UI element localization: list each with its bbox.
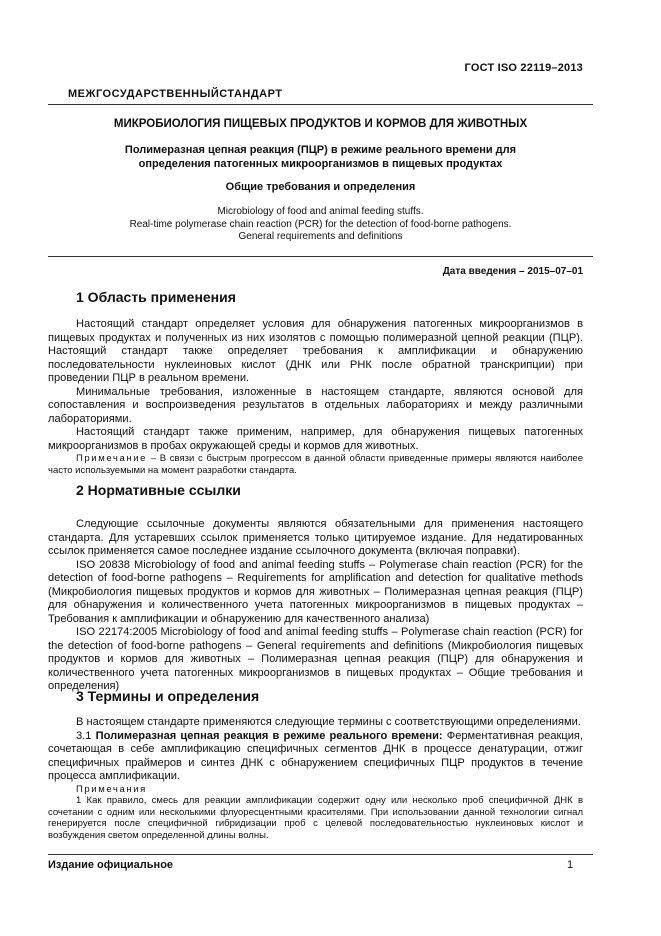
document-subtitle (48, 143, 593, 171)
title-divider (48, 256, 593, 257)
document-subtitle-part: Общие требования и определения (225, 181, 416, 193)
section-2-heading: 2 Нормативные ссылки (76, 482, 241, 498)
header-divider (48, 104, 593, 105)
section-3-body (48, 716, 583, 841)
introduction-date: Дата введения – 2015–07–01 (442, 266, 583, 277)
section-3-heading: 3 Термины и определения (76, 688, 260, 704)
english-title-line-1: Microbiology of food and animal feeding stuffs. (217, 206, 424, 217)
term-name: Полимеразная цепная реакция в режиме реального времени: (95, 729, 443, 742)
subtitle-line-2: определения патогенных микроорганизмов в пищевых продуктах (138, 158, 503, 170)
note-text: – В связи с быстрым прогрессом в данной области приведенные примеры являются наиболее часто используемыми на момент разработки стандарта. (48, 453, 583, 476)
page-number: 1 (567, 859, 574, 871)
notes-label: Примечания (76, 783, 147, 795)
section-1-note (48, 453, 583, 476)
reference-iso-20838: ISO 20838 Microbiology of food and animal feeding stuffs – Polymerase chain reaction (PCR) for the detection of food-borne pathogens – Requirements for amplification and detection for qualitative methods (Микробиология пищевых продуктов и кормов для животных – Полимеразная цепная реакция (ПЦР) для обнаружения и количественного учета патогенных микроорганизмов в пищевых продуктах – Требования к амплификации и обнаружению для качественного анализа) (48, 558, 583, 625)
subtitle-line-1: Полимеразная цепная реакция (ПЦР) в режиме реального времени для (124, 144, 517, 156)
section-1-body (48, 318, 583, 476)
interstate-standard-banner: МЕЖГОСУДАРСТВЕННЫЙСТАНДАРТ (68, 88, 283, 100)
document-title: МИКРОБИОЛОГИЯ ПИЩЕВЫХ ПРОДУКТОВ И КОРМОВ ДЛЯ ЖИВОТНЫХ (113, 118, 528, 130)
english-title-line-2: Real-time polymerase chain reaction (PCR) for the detection of food-borne pathogens. (129, 218, 512, 230)
note-label: Примечание (76, 453, 147, 464)
english-title-line-3: General requirements and definitions (238, 231, 403, 242)
english-title (48, 206, 593, 244)
term-text: Ферментативная реакция, сочетающая в себе амплификацию специфичных сегментов ДНК в процессе денатурации, отжиг специфичных праймеров и синтез ДНК с обнаружением специфичных ПЦР продуктов в течение процесса амплификации. (48, 729, 583, 782)
section-2-paragraph: Следующие ссылочные документы являются обязательными для применения настоящего стандарта. Для устаревших ссылок применяется только цитируемое издание. Для недатированных ссылок применяется самое последнее издание ссылочного документа (включая поправки). (48, 518, 583, 557)
section-1-paragraph: Минимальные требования, изложенные в настоящем стандарте, являются основой для сопоставления и воспроизведения результатов в отдельных лабораториях и между различными лабораториями. (48, 385, 583, 425)
section-1-heading: 1 Область применения (76, 289, 236, 305)
footer-divider (48, 854, 593, 855)
term-number: 3.1 (76, 729, 96, 742)
section-2-body (48, 518, 583, 694)
official-edition-label: Издание официальное (48, 859, 174, 871)
reference-iso-22174: ISO 22174:2005 Microbiology of food and animal feeding stuffs – Polymerase chain reaction (PCR) for the detection of food-borne pathogens – General requirements and definitions (Микробиология пищевых продуктов и кормов для животных – Полимеразная цепная реакция (ПЦР) для обнаружения и количественного учета патогенных микроорганизмов в пищевых продуктах – Общие требования и определения) (48, 626, 583, 692)
section-1-paragraph: Настоящий стандарт также применим, например, для обнаружения пищевых патогенных микроорганизмов в пробах окружающей среды и кормов для животных. (48, 426, 583, 452)
section-1-paragraph: Настоящий стандарт определяет условия для обнаружения патогенных микроорганизмов в пищевых продуктах и полученных из них изолятов с помощью полимеразной цепной реакции (ПЦР). Настоящий стандарт также определяет требования к амплификации и обнаружению последовательности нуклеиновых кислот (ДНК или РНК после обратной транскрипции) при проведении ПЦР в реальном времени. (48, 318, 583, 384)
term-definition (48, 730, 583, 784)
section-3-paragraph: В настоящем стандарте применяются следующие термины с соответствующими определениями. (76, 716, 581, 728)
note-1: 1 Как правило, смесь для реакции амплификации содержит одну или несколько проб специфичной ДНК в сочетании с одним или несколькими флуоресцентными красителями. При использовании данной технологии сигнал генерируется после специфичной гибридизации проб с целевой последовательностью нуклеиновых кислот и возбуждения светом определенной длины волны. (48, 795, 583, 841)
standard-code: ГОСТ ISO 22119–2013 (464, 62, 583, 74)
